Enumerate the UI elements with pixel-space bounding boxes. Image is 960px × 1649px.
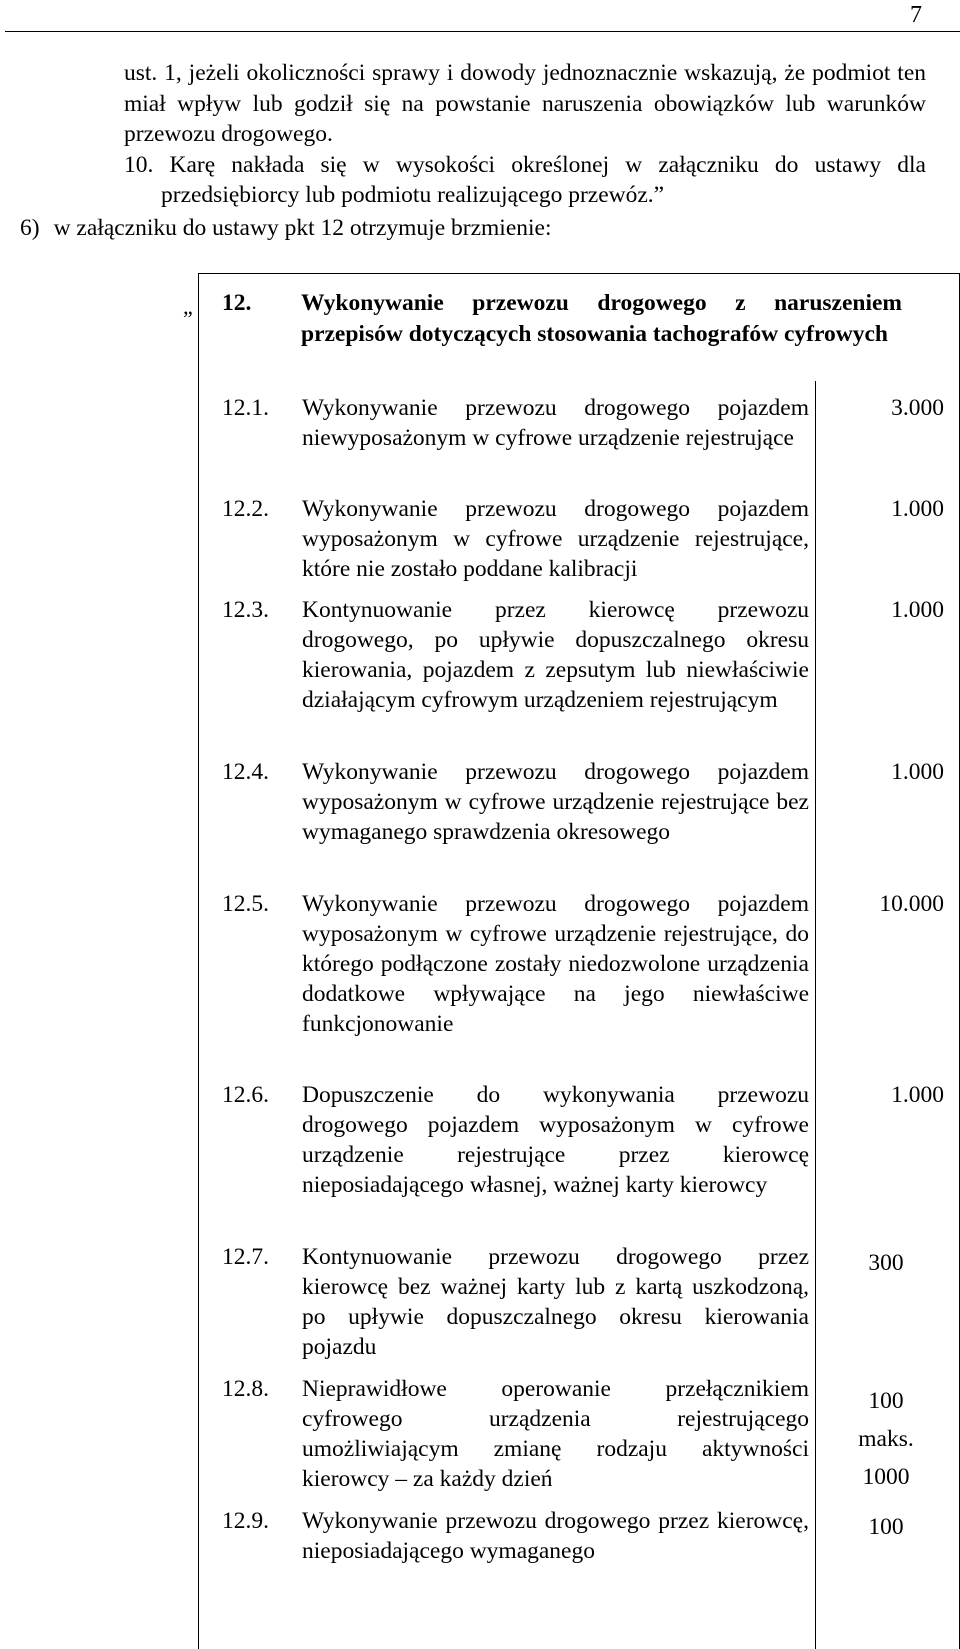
point-6-text: w załączniku do ustawy pkt 12 otrzymuje brzmienie: (53, 215, 552, 241)
opening-quote: „ (183, 294, 193, 319)
row-text: Wykonywanie przewozu drogowego pojazdem niewyposażonym w cyfrowe urządzenie rejestrujące (302, 395, 809, 451)
section-number: 12. (222, 290, 252, 316)
row-number: 12.4. (222, 759, 269, 785)
row-number: 12.2. (222, 496, 269, 522)
row-amount (830, 1382, 942, 1496)
row-amount-line: maks. (858, 1426, 914, 1452)
intro-text (124, 58, 926, 211)
row-text: Wykonywanie przewozu drogowego pojazdem wyposażonym w cyfrowe urządzenie rejestrujące, do którego podłączone zostały niedozwolone urządzenia dodatkowe wpływające na jego niewłaściwe funkcjonowanie (302, 891, 809, 1037)
row-amount-line: 1000 (862, 1464, 910, 1490)
row-text: Wykonywanie przewozu drogowego przez kierowcę, nieposiadającego wymaganego (302, 1508, 809, 1564)
row-number: 12.8. (222, 1376, 269, 1402)
point-6-number: 6) (20, 215, 40, 241)
row-text: Nieprawidłowe operowanie przełącznikiem cyfrowego urządzenia rejestrującego umożliwiającym zmianę rodzaju aktywności kierowcy – za każdy dzień (302, 1376, 809, 1492)
row-number: 12.1. (222, 395, 269, 421)
point-6 (20, 215, 552, 242)
row-number: 12.9. (222, 1508, 269, 1534)
section-title: Wykonywanie przewozu drogowego z naruszeniem przepisów dotyczących stosowania tachografów cyfrowych (301, 290, 902, 347)
row-number: 12.3. (222, 597, 269, 623)
row-text: Dopuszczenie do wykonywania przewozu drogowego pojazdem wyposażonym w cyfrowe urządzenie rejestrujące przez kierowcę nieposiadającego własnej, ważnej karty kierowcy (302, 1082, 809, 1198)
row-text: Wykonywanie przewozu drogowego pojazdem wyposażonym w cyfrowe urządzenie rejestrujące, które nie zostało poddane kalibracji (302, 496, 809, 582)
row-amount: 1.000 (891, 1082, 944, 1108)
amount-column-divider (815, 381, 816, 1649)
intro-paragraph-10: 10. Karę nakłada się w wysokości określonej w załączniku do ustawy dla przedsiębiorcy lub podmiotu realizującego przewóz.” (124, 151, 926, 208)
row-text: Wykonywanie przewozu drogowego pojazdem wyposażonym w cyfrowe urządzenie rejestrujące bez wymaganego sprawdzenia okresowego (302, 759, 809, 845)
row-amount: 10.000 (879, 891, 944, 917)
page-number: 7 (910, 2, 922, 28)
row-number: 12.5. (222, 891, 269, 917)
row-amount-line: 100 (868, 1388, 904, 1414)
row-number: 12.6. (222, 1082, 269, 1108)
row-amount: 100 (868, 1514, 904, 1540)
intro-paragraph-1: ust. 1, jeżeli okoliczności sprawy i dowody jednoznacznie wskazują, że podmiot ten miał wpływ lub godził się na powstanie naruszenia obowiązków lub warunków przewozu drogowego. (124, 60, 926, 147)
row-text: Kontynuowanie przez kierowcę przewozu drogowego, po upływie dopuszczalnego okresu kierowania, pojazdem z zepsutym lub niewłaściwie działającym cyfrowym urządzeniem rejestrującym (302, 597, 809, 713)
row-amount: 3.000 (891, 395, 944, 421)
row-amount: 1.000 (891, 496, 944, 522)
row-text: Kontynuowanie przewozu drogowego przez kierowcę bez ważnej karty lub z kartą uszkodzoną, po upływie dopuszczalnego okresu kierowania pojazdu (302, 1244, 809, 1360)
section-heading (222, 288, 902, 350)
header-rule (5, 31, 960, 32)
row-amount: 300 (868, 1250, 904, 1276)
row-amount: 1.000 (891, 597, 944, 623)
row-number: 12.7. (222, 1244, 269, 1270)
row-amount: 1.000 (891, 759, 944, 785)
